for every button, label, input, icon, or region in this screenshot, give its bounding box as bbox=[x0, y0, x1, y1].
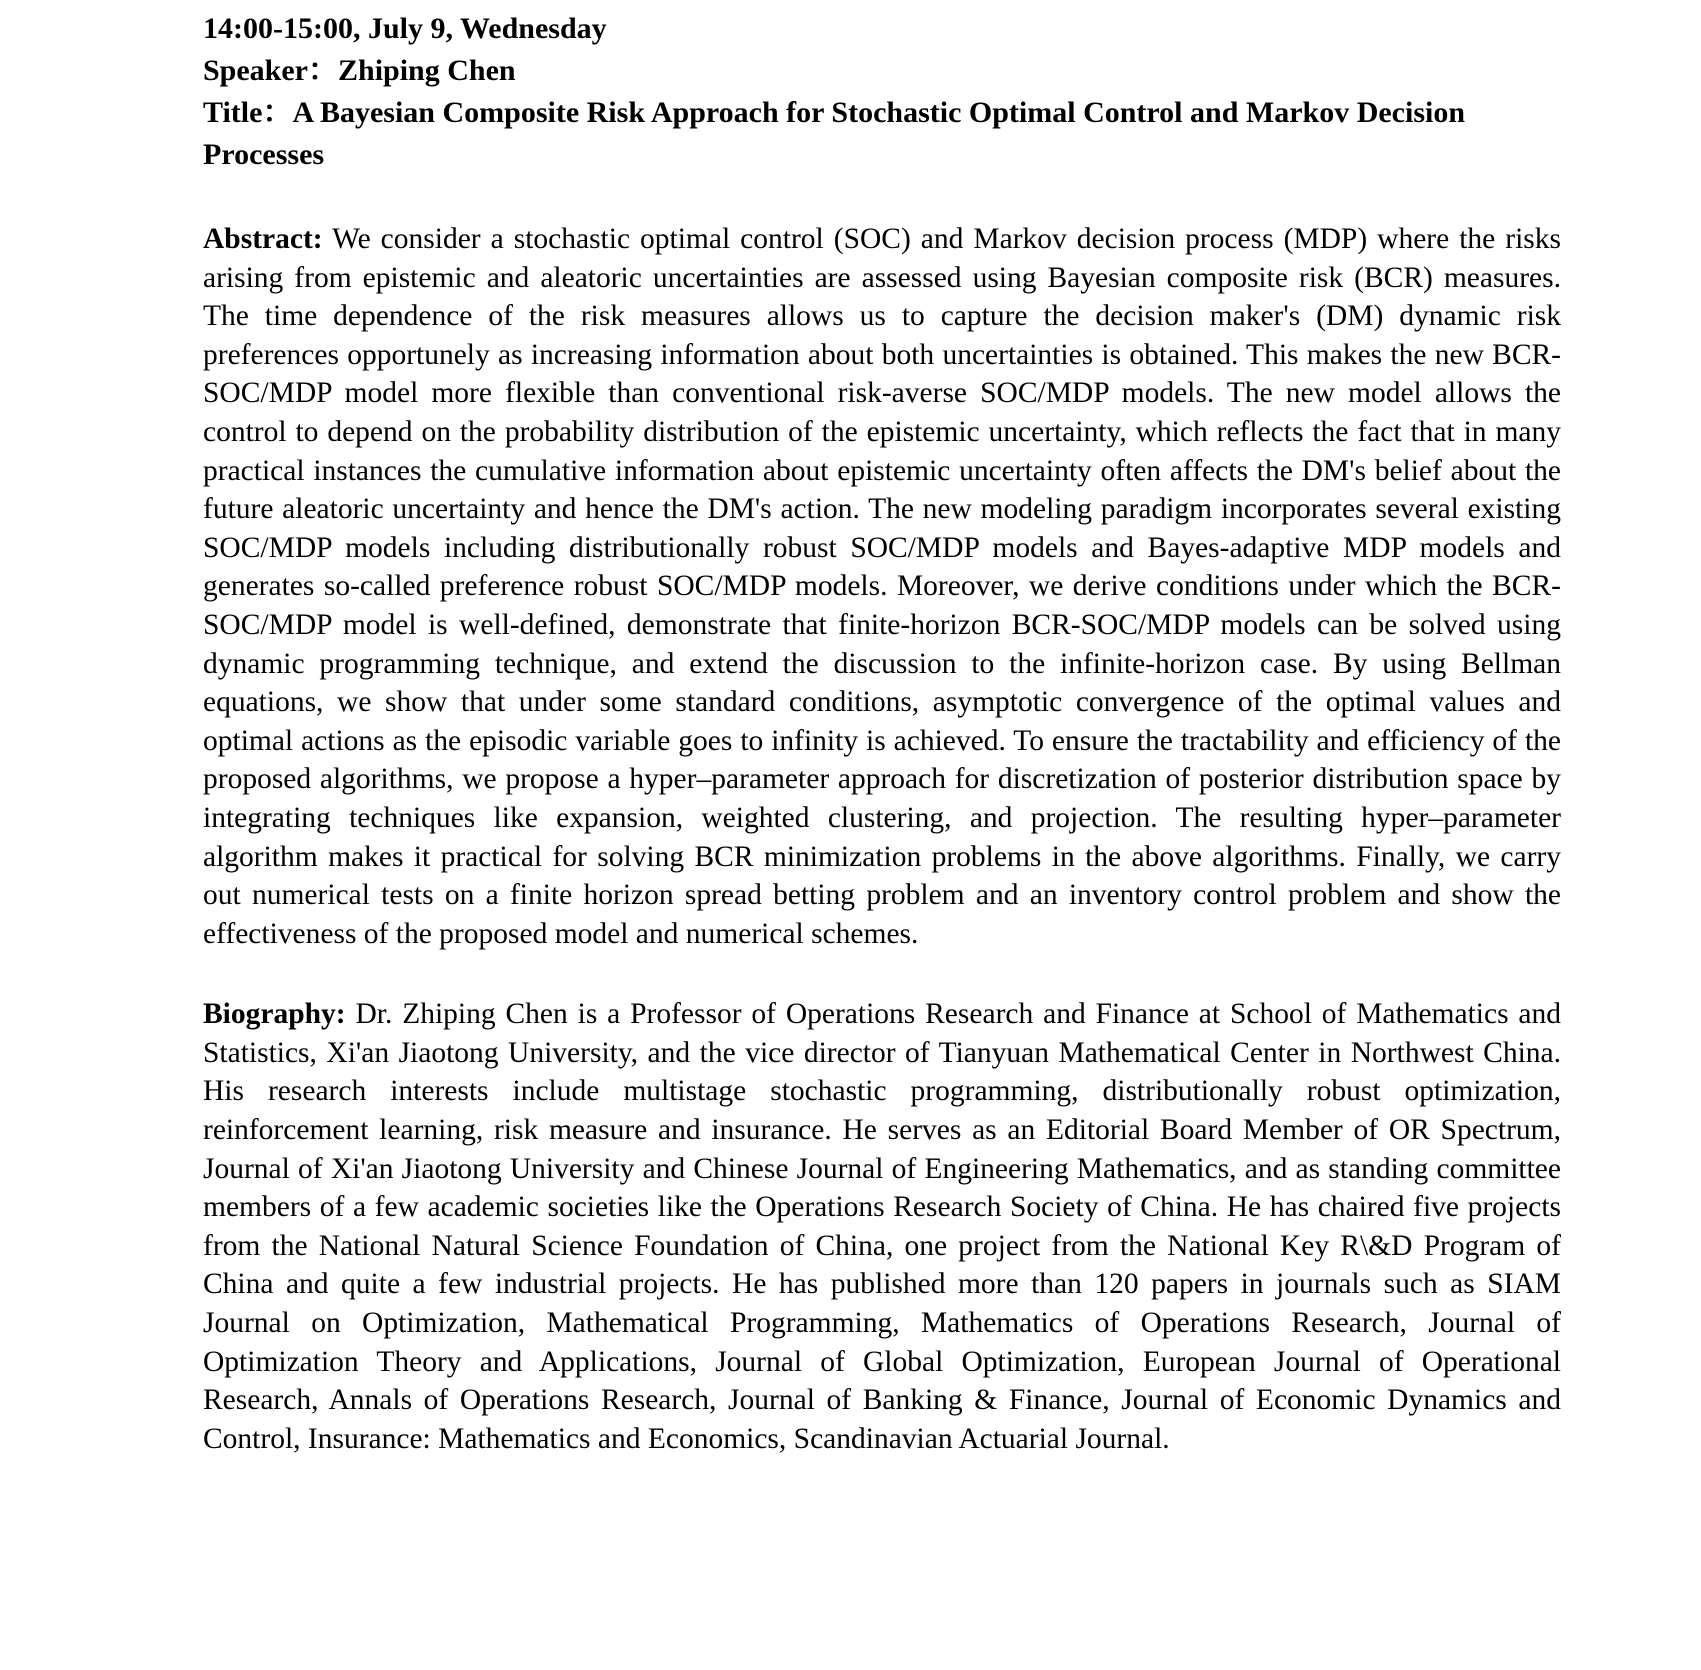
abstract-paragraph bbox=[203, 220, 1561, 953]
title-line bbox=[203, 92, 1561, 176]
abstract-label: Abstract: bbox=[203, 223, 323, 255]
biography-paragraph bbox=[203, 995, 1561, 1458]
talk-page bbox=[203, 8, 1561, 1458]
biography-text: Dr. Zhiping Chen is a Professor of Operations Research and Finance at School of Mathematics and Statistics, Xi'an Jiaotong University, and the vice director of Tianyuan Mathematical Center in Northwest China. His research interests include multistage stochastic programming, distributionally robust optimization, reinforcement learning, risk measure and insurance. He serves as an Editorial Board Member of OR Spectrum, Journal of Xi'an Jiaotong University and Chinese Journal of Engineering Mathematics, and as standing committee members of a few academic societies like the Operations Research Society of China. He has chaired five projects from the National Natural Science Foundation of China, one project from the National Key R\&D Program of China and quite a few industrial projects. He has published more than 120 papers in journals such as SIAM Journal on Optimization, Mathematical Programming, Mathematics of Operations Research, Journal of Optimization Theory and Applications, Journal of Global Optimization, European Journal of Operational Research, Annals of Operations Research, Journal of Banking & Finance, Journal of Economic Dynamics and Control, Insurance: Mathematics and Economics, Scandinavian Actuarial Journal. bbox=[203, 998, 1562, 1455]
talk-title: A Bayesian Composite Risk Approach for Stochastic Optimal Control and Markov Decision Processes bbox=[203, 96, 1466, 171]
speaker-line bbox=[203, 50, 1561, 92]
biography-label: Biography: bbox=[203, 998, 346, 1031]
speaker-label: Speaker： bbox=[203, 54, 338, 87]
speaker-name: Zhiping Chen bbox=[338, 54, 516, 87]
title-label: Title： bbox=[203, 96, 293, 129]
session-time: 14:00-15:00, July 9, Wednesday bbox=[203, 12, 607, 45]
abstract-text: We consider a stochastic optimal control (SOC) and Markov decision process (MDP) where the risks arising from epistemic and aleatoric uncertainties are assessed using Bayesian composite risk (BCR) measures. The time dependence of the risk measures allows us to capture the decision maker's (DM) dynamic risk preferences opportunely as increasing information about both uncertainties is obtained. This makes the new BCR-SOC/MDP model more flexible than conventional risk-averse SOC/MDP models. The new model allows the control to depend on the probability distribution of the epistemic uncertainty, which reflects the fact that in many practical instances the cumulative information about epistemic uncertainty often affects the DM's belief about the future aleatoric uncertainty and hence the DM's action. The new modeling paradigm incorporates several existing SOC/MDP models including distributionally robust SOC/MDP models and Bayes-adaptive MDP models and generates so-called preference robust SOC/MDP models. Moreover, we derive conditions under which the BCR-SOC/MDP model is well-defined, demonstrate that finite-horizon BCR-SOC/MDP models can be solved using dynamic programming technique, and extend the discussion to the infinite-horizon case. By using Bellman equations, we show that under some standard conditions, asymptotic convergence of the optimal values and optimal actions as the episodic variable goes to infinity is achieved. To ensure the tractability and efficiency of the proposed algorithms, we propose a hyper–parameter approach for discretization of posterior distribution space by integrating techniques like expansion, weighted clustering, and projection. The resulting hyper–parameter algorithm makes it practical for solving BCR minimization problems in the above algorithms. Finally, we carry out numerical tests on a finite horizon spread betting problem and an inventory control problem and show the effectiveness of the proposed model and numerical schemes. bbox=[203, 223, 1562, 950]
